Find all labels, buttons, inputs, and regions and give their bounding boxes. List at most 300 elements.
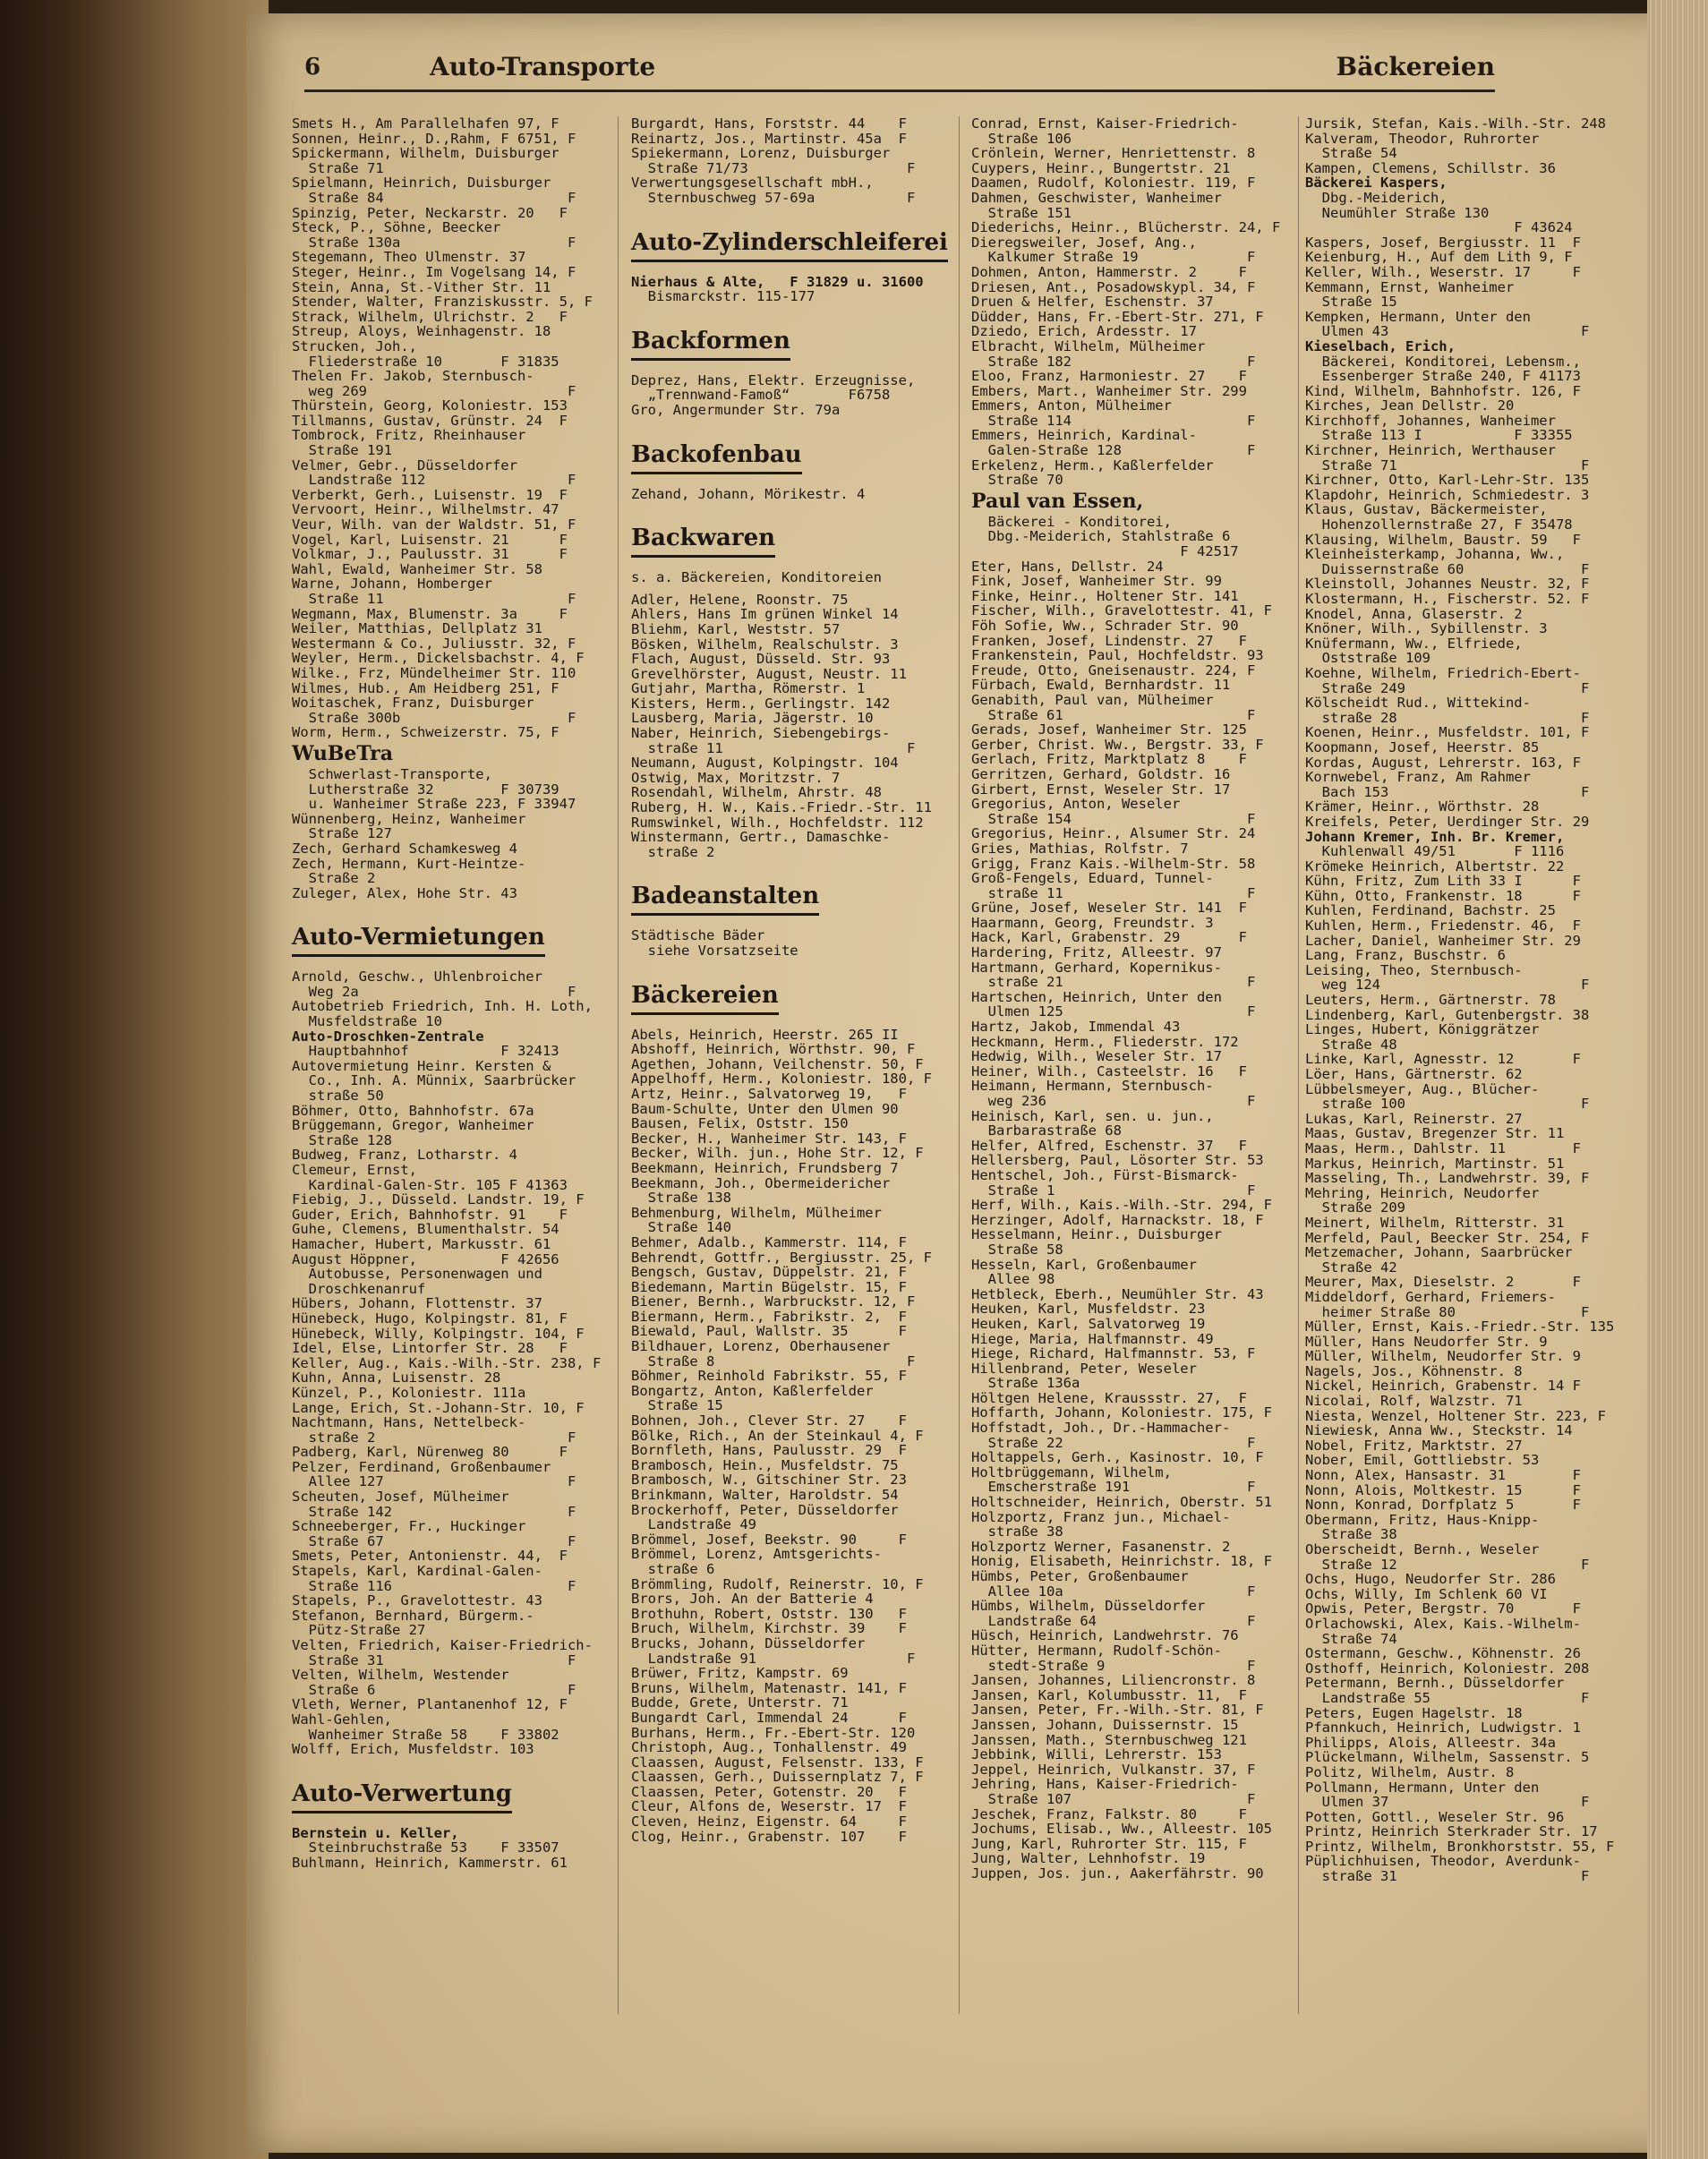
directory-entry: Opwis, Peter, Bergstr. 70 F [1305, 1601, 1581, 1617]
directory-entry: Brüwer, Fritz, Kampstr. 69 [631, 1666, 849, 1681]
directory-entry: Worm, Herm., Schweizerstr. 75, F [292, 725, 559, 740]
directory-entry: Pütz-Straße 27 [292, 1623, 426, 1638]
directory-entry: straße 31 F [1305, 1869, 1590, 1884]
directory-entry: Autobetrieb Friedrich, Inh. H. Loth, [292, 999, 593, 1015]
directory-entry: Wolff, Erich, Musfeldstr. 103 [292, 1742, 534, 1757]
directory-entry: Biener, Bernh., Warbruckstr. 12, F [631, 1294, 916, 1310]
directory-entry: Metzemacher, Johann, Saarbrücker [1305, 1245, 1573, 1260]
directory-entry: Jansen, Peter, Fr.-Wilh.-Str. 81, F [971, 1702, 1264, 1718]
directory-entry: Kemmann, Ernst, Wanheimer [1305, 279, 1515, 295]
directory-entry: Neumühler Straße 130 [1305, 205, 1490, 221]
directory-entry: Kardinal-Galen-Str. 105 F 41363 [292, 1177, 568, 1193]
directory-entry: Guder, Erich, Bahnhofstr. 91 F [292, 1207, 568, 1223]
directory-entry: Hartz, Jakob, Immendal 43 [971, 1020, 1181, 1035]
directory-entry: Nachtmann, Hans, Nettelbeck- [292, 1415, 526, 1430]
directory-entry: Straße 106 [971, 131, 1072, 147]
directory-entry: Vervoort, Heinr., Wilhelmstr. 47 [292, 502, 559, 518]
directory-entry: Müller, Wilhelm, Neudorfer Str. 9 [1305, 1349, 1581, 1364]
directory-entry: Galen-Straße 128 F [971, 443, 1256, 458]
directory-entry: Beekmann, Joh., Obermeidericher [631, 1175, 891, 1191]
directory-entry: straße 6 [631, 1561, 715, 1577]
directory-entry: Brambosch, Hein., Musfeldstr. 75 [631, 1457, 899, 1473]
directory-entry: Hoffstadt, Joh., Dr.-Hammacher- [971, 1421, 1231, 1436]
directory-entry: Landstraße 55 F [1305, 1690, 1590, 1706]
directory-entry: Abels, Heinrich, Heerstr. 265 II [631, 1027, 899, 1043]
directory-entry: Smets H., Am Parallelhafen 97, F [292, 116, 559, 132]
directory-entry: Buhlmann, Heinrich, Kammerstr. 61 [292, 1855, 568, 1871]
directory-entry: Cleven, Heinz, Eigenstr. 64 F [631, 1814, 907, 1830]
directory-entry: straße 11 F [631, 740, 916, 756]
directory-entry: Holtbrüggemann, Wilhelm, [971, 1464, 1172, 1481]
directory-entry: stedt-Straße 9 F [971, 1658, 1256, 1674]
directory-entry: Kornwebel, Franz, Am Rahmer [1305, 770, 1531, 785]
directory-entry: Janssen, Johann, Duissernstr. 15 [971, 1717, 1239, 1733]
directory-entry: Bösken, Wilhelm, Realschulstr. 3 [631, 636, 899, 653]
directory-entry: Naber, Heinrich, Siebengebirgs- [631, 726, 891, 741]
directory-entry: Bildhauer, Lorenz, Oberhausener [631, 1339, 891, 1354]
directory-entry: Velten, Wilhelm, Westender [292, 1668, 509, 1683]
directory-entry: Diederichs, Heinr., Blücherstr. 24, F [971, 220, 1281, 235]
directory-entry: Budde, Grete, Unterstr. 71 [631, 1695, 849, 1711]
directory-entry: Dziedo, Erich, Ardesstr. 17 [971, 324, 1197, 339]
directory-entry: Bruch, Wilhelm, Kirchstr. 39 F [631, 1621, 907, 1636]
directory-entry: Embers, Mart., Wanheimer Str. 299 [971, 383, 1247, 399]
directory-entry: Böhmer, Reinhold Fabrikstr. 55, F [631, 1369, 907, 1384]
directory-entry: Printz, Heinrich Sterkrader Str. 17 [1305, 1824, 1598, 1839]
directory-entry: Straße 67 F [292, 1533, 576, 1549]
directory-entry: Klausing, Wilhelm, Baustr. 59 F [1305, 532, 1581, 548]
directory-entry: weg 269 F [292, 383, 576, 399]
directory-entry: Flach, August, Düsseld. Str. 93 [631, 652, 891, 667]
directory-entry: Brucks, Johann, Düsseldorfer [631, 1635, 866, 1651]
directory-entry: Linges, Hubert, Königgrätzer [1305, 1022, 1540, 1037]
directory-column-4 [1305, 116, 1624, 1884]
directory-entry: Gutjahr, Martha, Römerstr. 1 [631, 681, 866, 696]
directory-entry: Kleinstoll, Johannes Neustr. 32, F [1305, 576, 1590, 592]
directory-entry: Krömeke Heinrich, Albertstr. 22 [1305, 858, 1565, 875]
directory-entry: Streup, Aloys, Weinhagenstr. 18 [292, 324, 551, 339]
section-heading: Auto-Zylinderschleiferei [631, 229, 948, 262]
directory-entry: Kampen, Clemens, Schillstr. 36 [1305, 160, 1556, 176]
directory-entry: Kisters, Herm., Gerlingstr. 142 [631, 695, 891, 712]
directory-entry: Weg 2a F [292, 984, 576, 1000]
directory-entry: Nickel, Heinrich, Grabenstr. 14 F [1305, 1378, 1581, 1395]
directory-entry: Kühn, Fritz, Zum Lith 33 I F [1305, 874, 1581, 889]
directory-entry: Thürstein, Georg, Koloniestr. 153 [292, 398, 568, 414]
directory-entry: Oberscheidt, Bernh., Weseler [1305, 1542, 1540, 1557]
directory-entry: Straße 54 [1305, 146, 1397, 161]
directory-entry: Holtschneider, Heinrich, Oberstr. 51 [971, 1495, 1272, 1510]
directory-entry: Holzportz Werner, Fasanenstr. 2 [971, 1539, 1231, 1555]
directory-entry: Straße 48 [1305, 1037, 1397, 1053]
directory-entry: Koehne, Wilhelm, Friedrich-Ebert- [1305, 665, 1581, 681]
directory-entry: weg 124 F [1305, 977, 1590, 994]
directory-entry: Lange, Erich, St.-Johann-Str. 10, F [292, 1400, 585, 1416]
directory-entry: Klapdohr, Heinrich, Schmiedestr. 3 [1305, 487, 1590, 503]
directory-entry: Eloo, Franz, Harmoniestr. 27 F [971, 369, 1247, 384]
directory-entry: F 43624 [1305, 220, 1573, 235]
directory-entry: Rumswinkel, Wilh., Hochfeldstr. 112 [631, 815, 924, 831]
directory-entry: Grigg, Franz Kais.-Wilhelm-Str. 58 [971, 856, 1256, 872]
directory-entry: Stapels, Karl, Kardinal-Galen- [292, 1564, 542, 1579]
directory-entry: Hesseln, Karl, Großenbaumer [971, 1257, 1197, 1273]
directory-entry: Straße 128 [292, 1132, 392, 1148]
directory-entry: Brothuhn, Robert, Oststr. 130 F [631, 1606, 907, 1622]
directory-entry: Kirchhoff, Johannes, Wanheimer [1305, 413, 1556, 429]
directory-entry: Strucken, Joh., [292, 338, 417, 354]
directory-entry: straße 100 F [1305, 1097, 1590, 1112]
directory-entry: Sternbuschweg 57-69a F [631, 190, 916, 206]
directory-column-2 [631, 116, 952, 1844]
directory-entry: Weyler, Herm., Dickelsbachstr. 4, F [292, 651, 585, 666]
directory-entry: Straße 191 [292, 443, 392, 458]
column-divider [959, 116, 960, 2014]
directory-entry: Straße 12 F [1305, 1557, 1590, 1573]
directory-entry: Hauptbahnhof F 32413 [292, 1044, 559, 1059]
directory-entry: Straße 6 F [292, 1682, 576, 1698]
directory-entry: Landstraße 49 [631, 1517, 756, 1532]
directory-entry: Vogel, Karl, Luisenstr. 21 F [292, 532, 568, 548]
directory-entry: Straße 38 [1305, 1527, 1397, 1542]
directory-entry: Elbracht, Wilhelm, Mülheimer [971, 338, 1206, 354]
directory-entry: Juppen, Jos. jun., Aakerfährstr. 90 [971, 1865, 1264, 1882]
directory-entry: Baum-Schulte, Unter den Ulmen 90 [631, 1101, 899, 1117]
directory-entry: Artz, Heinr., Salvatorweg 19, F [631, 1086, 907, 1102]
directory-entry: Hartmann, Gerhard, Kopernikus- [971, 960, 1222, 976]
directory-entry: Warne, Johann, Homberger [292, 576, 492, 592]
directory-entry: Steger, Heinr., Im Vogelsang 14, F [292, 264, 576, 280]
directory-entry: Kuhn, Anna, Luisenstr. 28 [292, 1370, 501, 1386]
directory-entry: Duissernstraße 60 F [1305, 561, 1590, 577]
directory-entry: Böhmer, Otto, Bahnhofstr. 67a [292, 1103, 534, 1119]
section-heading: Badeanstalten [631, 883, 819, 916]
directory-entry: Hiege, Richard, Halfmannstr. 53, F [971, 1346, 1256, 1361]
directory-entry: Fürbach, Ewald, Bernhardstr. 11 [971, 678, 1231, 693]
directory-entry: Keller, Aug., Kais.-Wilh.-Str. 238, F [292, 1355, 602, 1371]
directory-entry: Bölke, Rich., An der Steinkaul 4, F [631, 1428, 924, 1444]
directory-entry: Spinzig, Peter, Neckarstr. 20 F [292, 205, 568, 221]
directory-entry: Straße 130a F [292, 235, 576, 251]
directory-entry: Hesselmann, Heinr., Duisburger [971, 1227, 1222, 1242]
directory-entry: Knüfermann, Ww., Elfriede, [1305, 636, 1523, 652]
directory-entry: Bengsch, Gustav, Düppelstr. 21, F [631, 1265, 907, 1280]
directory-entry: Fischer, Wilh., Gravelottestr. 41, F [971, 603, 1272, 619]
directory-entry: Knodel, Anna, Glaserstr. 2 [1305, 606, 1523, 622]
directory-entry: Wilmes, Hub., Am Heidberg 251, F [292, 680, 559, 696]
directory-entry: Finke, Heinr., Holtener Str. 141 [971, 588, 1239, 604]
directory-entry: Kühn, Otto, Frankenstr. 18 F [1305, 888, 1581, 904]
directory-entry: Löer, Hans, Gärtnerstr. 62 [1305, 1067, 1523, 1082]
directory-entry: Ochs, Willy, Im Schlenk 60 VI [1305, 1586, 1548, 1602]
directory-entry: Obermann, Fritz, Haus-Knipp- [1305, 1512, 1540, 1528]
section-heading: Bäckereien [631, 982, 779, 1015]
directory-entry: Tombrock, Fritz, Rheinhauser [292, 428, 526, 444]
section-heading: Backofenbau [631, 441, 802, 474]
directory-entry: Ostwig, Max, Moritzstr. 7 [631, 770, 841, 786]
running-head: Bäckereien [1336, 52, 1495, 81]
directory-entry: Emscherstraße 191 F [971, 1480, 1256, 1496]
directory-entry: Reinartz, Jos., Martinstr. 45a F [631, 131, 907, 147]
directory-entry: Herf, Wilh., Kais.-Wilh.-Str. 294, F [971, 1198, 1272, 1213]
directory-entry: Helfer, Alfred, Eschenstr. 37 F [971, 1138, 1247, 1154]
directory-entry: Kalveram, Theodor, Ruhrorter [1305, 131, 1540, 147]
directory-entry: Ruberg, H. W., Kais.-Friedr.-Str. 11 [631, 800, 932, 815]
directory-entry: Westermann & Co., Juliusstr. 32, F [292, 636, 576, 652]
directory-entry: Genabith, Paul van, Mülheimer [971, 692, 1214, 708]
directory-entry: Dbg.-Meiderich, Stahlstraße 6 [971, 529, 1231, 545]
directory-entry: Brömmling, Rudolf, Reinerstr. 10, F [631, 1576, 924, 1592]
directory-entry: Heimann, Hermann, Sternbusch- [971, 1079, 1214, 1094]
directory-entry: straße 2 [631, 844, 715, 860]
directory-entry: Neumann, August, Kolpingstr. 104 [631, 755, 899, 771]
directory-entry: Printz, Wilhelm, Bronkhorststr. 55, F [1305, 1839, 1615, 1855]
directory-entry: Velten, Friedrich, Kaiser-Friedrich- [292, 1638, 593, 1653]
directory-entry: Hamacher, Hubert, Markusstr. 61 [292, 1236, 551, 1252]
directory-entry: Bungardt Carl, Immendal 24 F [631, 1710, 907, 1726]
directory-entry: Gerads, Josef, Wanheimer Str. 125 [971, 722, 1247, 738]
directory-entry: Petermann, Bernh., Düsseldorfer [1305, 1676, 1565, 1691]
directory-entry: Müller, Ernst, Kais.-Friedr.-Str. 135 [1305, 1319, 1615, 1335]
directory-entry: Spielmann, Heinrich, Duisburger [292, 175, 551, 191]
directory-entry: Oststraße 109 [1305, 651, 1430, 666]
directory-entry: Grüne, Josef, Weseler Str. 141 F [971, 900, 1247, 916]
directory-entry: Biermann, Herm., Fabrikstr. 2, F [631, 1309, 907, 1325]
directory-entry: Wanheimer Straße 58 F 33802 [292, 1727, 559, 1743]
directory-entry: Groß-Fengels, Eduard, Tunnel- [971, 871, 1214, 886]
directory-entry: Spickermann, Wilhelm, Duisburger [292, 146, 559, 161]
directory-entry: Hedwig, Wilh., Weseler Str. 17 [971, 1049, 1222, 1064]
directory-entry: Bausen, Felix, Oststr. 150 [631, 1116, 849, 1131]
directory-entry: Dahmen, Geschwister, Wanheimer [971, 190, 1222, 206]
directory-entry: Hümbs, Peter, Großenbaumer [971, 1569, 1189, 1584]
directory-entry: Strack, Wilhelm, Ulrichstr. 2 F [292, 309, 568, 325]
directory-entry: Straße 151 [971, 205, 1072, 221]
directory-entry: Bohnen, Joh., Clever Str. 27 F [631, 1413, 907, 1429]
directory-column-3 [971, 116, 1292, 1881]
directory-entry: Dbg.-Meiderich, [1305, 190, 1448, 206]
directory-entry: Linke, Karl, Agnesstr. 12 F [1305, 1052, 1581, 1067]
directory-entry: Lang, Franz, Buschstr. 6 [1305, 948, 1506, 963]
directory-entry: Tillmanns, Gustav, Grünstr. 24 F [292, 413, 568, 429]
directory-entry: Lübbelsmeyer, Aug., Blücher- [1305, 1081, 1540, 1097]
directory-entry: Christoph, Aug., Tonhallenstr. 49 [631, 1740, 907, 1755]
directory-entry: Straße 31 F [292, 1652, 576, 1668]
directory-entry: Droschkenanruf [292, 1281, 426, 1297]
directory-entry: Sonnen, Heinr., D.,Rahm, F 6751, F [292, 131, 576, 147]
directory-entry: Bliehm, Karl, Weststr. 57 [631, 621, 841, 637]
directory-entry: Stein, Anna, St.-Vither Str. 11 [292, 279, 551, 295]
directory-entry: Gro, Angermunder Str. 79a [631, 402, 841, 418]
directory-entry: Straße 61 F [971, 707, 1256, 723]
directory-entry: Stapels, P., Gravelottestr. 43 [292, 1593, 542, 1609]
directory-entry: Clog, Heinr., Grabenstr. 107 F [631, 1829, 907, 1845]
directory-entry: Becker, Wilh. jun., Hohe Str. 12, F [631, 1146, 924, 1161]
directory-entry: Dieregsweiler, Josef, Ang., [971, 235, 1197, 251]
directory-entry: Lutherstraße 32 F 30739 [292, 781, 559, 798]
directory-entry: Hiege, Maria, Halfmannstr. 49 [971, 1331, 1214, 1347]
directory-entry: Keller, Wilh., Weserstr. 17 F [1305, 264, 1581, 280]
directory-entry: Straße 154 F [971, 811, 1256, 827]
directory-entry: Cleur, Alfons de, Weserstr. 17 F [631, 1799, 907, 1815]
directory-entry: Straße 2 [292, 871, 376, 886]
directory-entry: Straße 58 [971, 1242, 1063, 1258]
directory-entry: Biewald, Paul, Wallstr. 35 F [631, 1324, 907, 1340]
directory-entry: Landstraße 91 F [631, 1651, 916, 1667]
page-number: 6 [304, 54, 321, 81]
directory-entry: Becker, H., Wanheimer Str. 143, F [631, 1131, 907, 1147]
directory-entry: Guhe, Clemens, Blumenthalstr. 54 [292, 1222, 559, 1237]
directory-entry: Hoffarth, Johann, Koloniestr. 175, F [971, 1405, 1272, 1421]
directory-entry: Hentschel, Joh., Fürst-Bismarck- [971, 1167, 1239, 1183]
directory-entry: Straße 15 [631, 1398, 723, 1414]
directory-entry: Philipps, Alois, Alleestr. 34a [1305, 1735, 1556, 1751]
directory-entry: Spiekermann, Lorenz, Duisburger [631, 146, 891, 161]
directory-entry: Weiler, Matthias, Dellplatz 31 [292, 621, 542, 636]
directory-entry: Nobel, Fritz, Marktstr. 27 [1305, 1438, 1523, 1454]
directory-entry: Straße 74 [1305, 1631, 1397, 1647]
directory-entry: Kreifels, Peter, Uerdinger Str. 29 [1305, 814, 1590, 830]
directory-entry: Straße 71 [292, 160, 384, 176]
directory-entry: Autovermietung Heinr. Kersten & [292, 1058, 551, 1074]
directory-entry: Holzportz, Franz jun., Michael- [971, 1509, 1231, 1525]
directory-entry: Lukas, Karl, Reinerstr. 27 [1305, 1111, 1523, 1127]
directory-entry: Allee 127 F [292, 1474, 576, 1490]
directory-entry: Heuken, Karl, Salvatorweg 19 [971, 1316, 1206, 1332]
directory-entry: Politz, Wilhelm, Austr. 8 [1305, 1764, 1515, 1780]
directory-entry: Kind, Wilhelm, Bahnhofstr. 126, F [1305, 383, 1581, 399]
directory-entry: Veur, Wilh. van der Waldstr. 51, F [292, 517, 576, 533]
directory-entry: Hack, Karl, Grabenstr. 29 F [971, 930, 1247, 946]
directory-entry: Keienburg, H., Auf dem Lith 9, F [1305, 250, 1573, 265]
directory-entry: Frankenstein, Paul, Hochfeldstr. 93 [971, 648, 1264, 663]
directory-entry: Straße 70 [971, 473, 1063, 488]
directory-entry: Ulmen 43 F [1305, 324, 1590, 339]
directory-entry: Straße 107 F [971, 1791, 1256, 1807]
directory-entry: Ulmen 37 F [1305, 1795, 1590, 1810]
directory-entry: Nober, Emil, Gottliebstr. 53 [1305, 1453, 1540, 1469]
directory-entry: Freude, Otto, Gneisenaustr. 224, F [971, 662, 1256, 678]
directory-entry: Jung, Walter, Lehnhofstr. 19 [971, 1851, 1206, 1866]
directory-entry: Meurer, Max, Dieselstr. 2 F [1305, 1275, 1581, 1290]
directory-entry: Nagels, Jos., Köhnenstr. 8 [1305, 1363, 1523, 1379]
directory-entry: Püplichhuisen, Theodor, Averdunk- [1305, 1854, 1581, 1870]
directory-entry: Fiebig, J., Düsseld. Landstr. 19, F [292, 1192, 585, 1208]
directory-entry: Lausberg, Maria, Jägerstr. 10 [631, 711, 874, 727]
directory-entry: Middeldorf, Gerhard, Friemers- [1305, 1289, 1556, 1305]
directory-entry: Brambosch, W., Gitschiner Str. 23 [631, 1472, 907, 1488]
directory-entry: weg 236 F [971, 1094, 1256, 1109]
directory-entry: Knöner, Wilh., Sybillenstr. 3 [1305, 621, 1548, 636]
directory-entry: Idel, Else, Lintorfer Str. 28 F [292, 1341, 568, 1356]
section-heading: Backformen [631, 328, 790, 361]
directory-entry: Kirches, Jean Dellstr. 20 [1305, 398, 1515, 414]
directory-entry: Kölscheidt Rud., Wittekind- [1305, 695, 1531, 711]
directory-entry: Künzel, P., Koloniestr. 111a [292, 1385, 526, 1401]
directory-entry: Pelzer, Ferdinand, Großenbaumer [292, 1459, 551, 1475]
directory-entry: Paul van Essen, [971, 489, 1144, 513]
directory-entry: F 42517 [971, 544, 1239, 559]
directory-entry: Straße 114 F [971, 413, 1256, 429]
directory-entry: Jeppel, Heinrich, Vulkanstr. 37, F [971, 1762, 1256, 1778]
directory-entry: Janssen, Math., Sternbuschweg 121 [971, 1732, 1247, 1748]
directory-entry: Cuypers, Heinr., Bungertstr. 21 [971, 160, 1231, 176]
directory-entry: Markus, Heinrich, Martinstr. 51 [1305, 1156, 1565, 1172]
directory-entry: straße 2 F [292, 1429, 576, 1446]
directory-entry: Merfeld, Paul, Beecker Str. 254, F [1305, 1230, 1590, 1246]
directory-entry: Kieselbach, Erich, [1305, 338, 1456, 354]
directory-entry: Eter, Hans, Dellstr. 24 [971, 559, 1164, 575]
directory-entry: Druen & Helfer, Eschenstr. 37 [971, 294, 1214, 310]
directory-entry: Behmer, Adalb., Kammerstr. 114, F [631, 1234, 907, 1250]
directory-entry: WuBeTra [292, 741, 394, 765]
directory-entry: Jeschek, Franz, Falkstr. 80 F [971, 1806, 1247, 1822]
book-spine-shadow [0, 0, 269, 2159]
directory-entry: Kuhlenwall 49/51 F 1116 [1305, 844, 1565, 859]
directory-entry: Meinert, Wilhelm, Ritterstr. 31 [1305, 1215, 1565, 1231]
directory-entry: Steck, P., Söhne, Beecker [292, 220, 501, 235]
directory-entry: Hünebeck, Willy, Kolpingstr. 104, F [292, 1326, 585, 1342]
directory-entry: Osthoff, Heinrich, Koloniestr. 208 [1305, 1660, 1590, 1677]
directory-entry: Vleth, Werner, Plantanenhof 12, F [292, 1697, 568, 1712]
directory-entry: Verwertungsgesellschaft mbH., [631, 175, 874, 191]
section-heading: Auto-Verwertung [292, 1780, 512, 1813]
directory-entry: straße 38 [971, 1524, 1063, 1540]
directory-entry: Jehring, Hans, Kaiser-Friedrich- [971, 1777, 1239, 1792]
section-heading: Backwaren [631, 525, 775, 558]
page-header [304, 50, 1495, 92]
directory-entry: Abshoff, Heinrich, Wörthstr. 90, F [631, 1042, 916, 1057]
directory-entry: Bäckerei - Konditorei, [971, 514, 1172, 530]
directory-entry: Girbert, Ernst, Weseler Str. 17 [971, 781, 1231, 798]
directory-entry: Straße 42 [1305, 1259, 1397, 1276]
directory-entry: Föh Sofie, Ww., Schrader Str. 90 [971, 619, 1239, 634]
directory-entry: Bismarckstr. 115-177 [631, 289, 816, 304]
directory-entry: Kaspers, Josef, Bergiusstr. 11 F [1305, 235, 1581, 251]
directory-entry: Conrad, Ernst, Kaiser-Friedrich- [971, 116, 1239, 132]
directory-entry: Straße 249 F [1305, 680, 1590, 696]
directory-entry: Lindenberg, Karl, Gutenbergstr. 38 [1305, 1007, 1590, 1023]
directory-entry: Gregorius, Heinr., Alsumer Str. 24 [971, 826, 1256, 841]
directory-entry: Grevelhörster, August, Neustr. 11 [631, 666, 907, 682]
directory-entry: Stegemann, Theo Ulmenstr. 37 [292, 250, 526, 265]
directory-entry: Brömmel, Josef, Beekstr. 90 F [631, 1532, 907, 1548]
directory-entry: Jung, Karl, Ruhrorter Str. 115, F [971, 1836, 1247, 1852]
directory-entry: Emmers, Heinrich, Kardinal- [971, 428, 1197, 444]
directory-entry: „Trennwand-Famoß“ F6758 [631, 388, 891, 403]
directory-entry: Hünebeck, Hugo, Kolpingstr. 81, F [292, 1310, 568, 1327]
directory-entry: Biedemann, Martin Bügelstr. 15, F [631, 1279, 907, 1295]
directory-entry: Hillenbrand, Peter, Weseler [971, 1361, 1197, 1377]
directory-entry: Koenen, Heinr., Musfeldstr. 101, F [1305, 725, 1590, 740]
directory-entry: Pollmann, Hermann, Unter den [1305, 1779, 1540, 1796]
directory-entry: Fink, Josef, Wanheimer Str. 99 [971, 574, 1222, 589]
directory-entry: Jursik, Stefan, Kais.-Wilh.-Str. 248 [1305, 116, 1606, 132]
directory-entry: Allee 98 [971, 1272, 1055, 1287]
directory-entry: Wilke., Frz, Mündelheimer Str. 110 [292, 665, 576, 681]
directory-entry: Kirchner, Otto, Karl-Lehr-Str. 135 [1305, 473, 1590, 488]
directory-entry: Straße 22 F [971, 1435, 1256, 1451]
directory-entry: Ostermann, Geschw., Köhnenstr. 26 [1305, 1646, 1581, 1661]
directory-entry: Straße 71 F [1305, 457, 1590, 474]
directory-entry: Gerber, Christ. Ww., Bergstr. 33, F [971, 737, 1264, 753]
directory-entry: Velmer, Gebr., Düsseldorfer [292, 457, 517, 474]
page-title: Auto-Transporte [430, 52, 656, 81]
directory-entry: Hüsch, Heinrich, Landwehrstr. 76 [971, 1628, 1239, 1643]
directory-entry: Brömmel, Lorenz, Amtsgerichts- [631, 1547, 882, 1562]
directory-entry: Gregorius, Anton, Weseler [971, 797, 1181, 812]
directory-entry: Straße 138 [631, 1190, 731, 1206]
directory-entry: Smets, Peter, Antonienstr. 44, F [292, 1549, 568, 1565]
